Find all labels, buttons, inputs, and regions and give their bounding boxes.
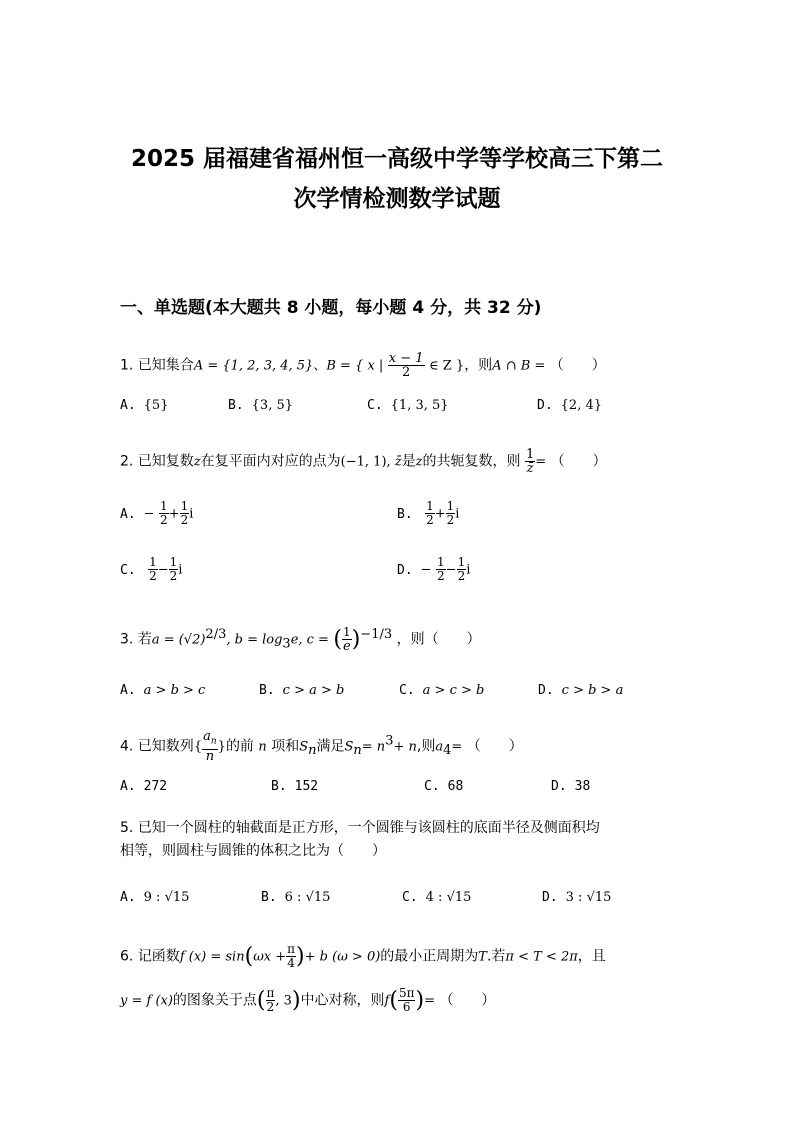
- question-6-stem-cont: y = f (x)的图象关于点( $\frac{\pi}{2}$ , 3)中心对称，则f( $\frac{5\pi}{6}$ )= （ ）: [120, 986, 496, 1014]
- question-text: ，且: [577, 948, 606, 965]
- question-text: 已知集合: [137, 357, 194, 374]
- math-subscript: 3: [282, 636, 291, 652]
- option-c: C. 68: [424, 779, 464, 794]
- option-c: C. a > c > b: [399, 683, 485, 698]
- math-variable: n: [258, 739, 267, 755]
- math-expression: A ∩ B =: [492, 358, 546, 374]
- question-text: 是: [401, 453, 416, 470]
- math-expression: a = (√2): [151, 632, 206, 648]
- question-number: 4.: [120, 738, 134, 755]
- math-expression: , b = log: [226, 632, 283, 648]
- question-1-stem: 1. 已知集合A = {1, 2, 3, 4, 5}、B = { x | $\frac{x - 1}{2}$ ∈ Z }，则A ∩ B = （ ）: [120, 351, 606, 380]
- question-text: 的前: [225, 738, 254, 755]
- math-variable: T: [478, 949, 487, 965]
- question-text: 中心对称，则: [300, 992, 385, 1009]
- question-text: .若: [486, 948, 506, 965]
- option-b: B. {3, 5}: [228, 398, 294, 413]
- option-b: B. $\frac{1}{2}$ + $\frac{1}{2}$ i: [397, 499, 460, 527]
- question-5-stem: [120, 817, 600, 837]
- option-a: A. 272: [120, 779, 168, 794]
- math-expression: e, c =: [290, 632, 329, 648]
- math-expression: = n: [361, 739, 386, 755]
- title-line-1: 2025 届福建省福州恒一高级中学等学校高三下第二: [130, 146, 664, 172]
- question-text: 记函数: [137, 948, 180, 965]
- math-fraction: $\frac{1}{z̄}$: [525, 447, 535, 476]
- section-heading: 一、单选题(本大题共 8 小题，每小题 4 分，共 32 分): [120, 298, 542, 318]
- math-variable: z: [193, 454, 201, 470]
- question-text: 满足: [316, 738, 345, 755]
- option-a: A. − $\frac{1}{2}$ + $\frac{1}{2}$ i: [120, 499, 194, 527]
- math-set-b-prefix: B = { x |: [326, 358, 384, 374]
- option-b: B. 6 : √15: [261, 890, 331, 905]
- math-point: (−1, 1): [340, 454, 387, 470]
- option-a: A. 9 : √15: [120, 890, 190, 905]
- math-exponent: 2/3: [205, 626, 227, 642]
- answer-blank: ，则（ ）: [396, 631, 481, 648]
- question-text: 的共轭复数，则: [422, 453, 521, 470]
- question-3-stem: 3. 若$a = (√2)^{2/3}$, $b = \log_3e$, c = ( $\frac{1}{e}$ )$^{-1/3}$ ，则（ ）: [120, 625, 481, 654]
- math-fraction: $\frac{1}{e}$: [343, 625, 351, 654]
- answer-blank: （ ）: [466, 738, 523, 755]
- math-variable: S: [299, 739, 309, 755]
- question-text: 已知一个圆柱的轴截面是正方形，一个圆锥与该圆柱的底面半径及侧面积均: [137, 820, 600, 836]
- question-number: 6.: [120, 948, 134, 965]
- question-text: 若: [137, 631, 152, 648]
- option-d: D. {2, 4}: [537, 398, 603, 413]
- question-text: 的最小正周期为: [380, 948, 479, 965]
- option-d: D. − $\frac{1}{2}$ − $\frac{1}{2}$ i: [397, 555, 471, 583]
- question-4-stem: 4. 已知数列{ $\frac{a_n}{n}$ }的前 n 项和$S_n$满足$S_n= n^3+ n$,则$a_4=$ （ ）: [120, 729, 523, 764]
- question-text: ，则: [464, 357, 493, 374]
- math-fraction: $\frac{\pi}{4}$: [287, 942, 296, 970]
- option-d: D. c > b > a: [538, 683, 624, 698]
- math-expression: y = f (x): [120, 993, 173, 1009]
- option-c: C. {1, 3, 5}: [367, 398, 449, 413]
- math-variable: f: [384, 993, 390, 1009]
- answer-blank: （ ）: [549, 357, 606, 374]
- math-fraction: $\frac{x - 1}{2}$: [388, 351, 424, 380]
- math-set-a: A = {1, 2, 3, 4, 5}: [193, 358, 314, 374]
- math-set-b-suffix: ∈ Z }: [428, 358, 465, 374]
- option-d: D. 3 : √15: [542, 890, 612, 905]
- option-a: A. {5}: [120, 398, 169, 413]
- title-line-2: 次学情检测数学试题: [293, 186, 501, 212]
- question-number: 5.: [120, 820, 134, 836]
- question-text: ,则: [416, 738, 436, 755]
- option-c: C. 4 : √15: [402, 890, 472, 905]
- math-expression: f (x) = sin: [179, 949, 245, 965]
- answer-blank: （ ）: [550, 453, 607, 470]
- question-text: 在复平面内对应的点为: [200, 453, 341, 470]
- math-subscript: n: [308, 743, 317, 759]
- question-number: 2.: [120, 453, 134, 470]
- option-a: A. a > b > c: [120, 683, 206, 698]
- math-fraction: $\frac{5\pi}{6}$: [398, 986, 415, 1014]
- math-exponent: −1/3: [360, 626, 393, 642]
- option-b: B. c > a > b: [259, 683, 345, 698]
- question-text: 项和: [271, 738, 300, 755]
- question-text: 已知数列: [137, 738, 194, 755]
- math-fraction: $\frac{a_n}{n}$: [203, 729, 217, 764]
- question-text: 相等，则圆柱与圆锥的体积之比为（ ）: [120, 843, 386, 859]
- question-2-stem: 2. 已知复数z在复平面内对应的点为(−1, 1), z̄是z的共轭复数，则 $\frac{1}{z̄}$ = （ ）: [120, 447, 607, 476]
- question-number: 1.: [120, 357, 134, 374]
- answer-blank: （ ）: [439, 992, 496, 1009]
- math-equals: =: [535, 454, 547, 470]
- math-variable: z: [415, 454, 423, 470]
- math-variable: z̄: [394, 454, 402, 470]
- question-text: 的图象关于点: [172, 992, 257, 1009]
- math-variable: a: [435, 739, 444, 755]
- question-6-stem: 6. 记函数f (x) = sin(ωx + $\frac{\pi}{4}$ )+ b (ω > 0)的最小正周期为T.若π < T < 2π，且: [120, 942, 606, 970]
- question-text: 已知复数: [137, 453, 194, 470]
- option-d: D. 38: [551, 779, 591, 794]
- math-expression: π < T < 2π: [505, 949, 578, 965]
- option-c: C. $\frac{1}{2}$ − $\frac{1}{2}$ i: [120, 555, 183, 583]
- option-b: B. 152: [271, 779, 319, 794]
- math-fraction: $\frac{\pi}{2}$: [266, 986, 275, 1014]
- question-5-stem-cont: [120, 840, 386, 860]
- question-number: 3.: [120, 631, 134, 648]
